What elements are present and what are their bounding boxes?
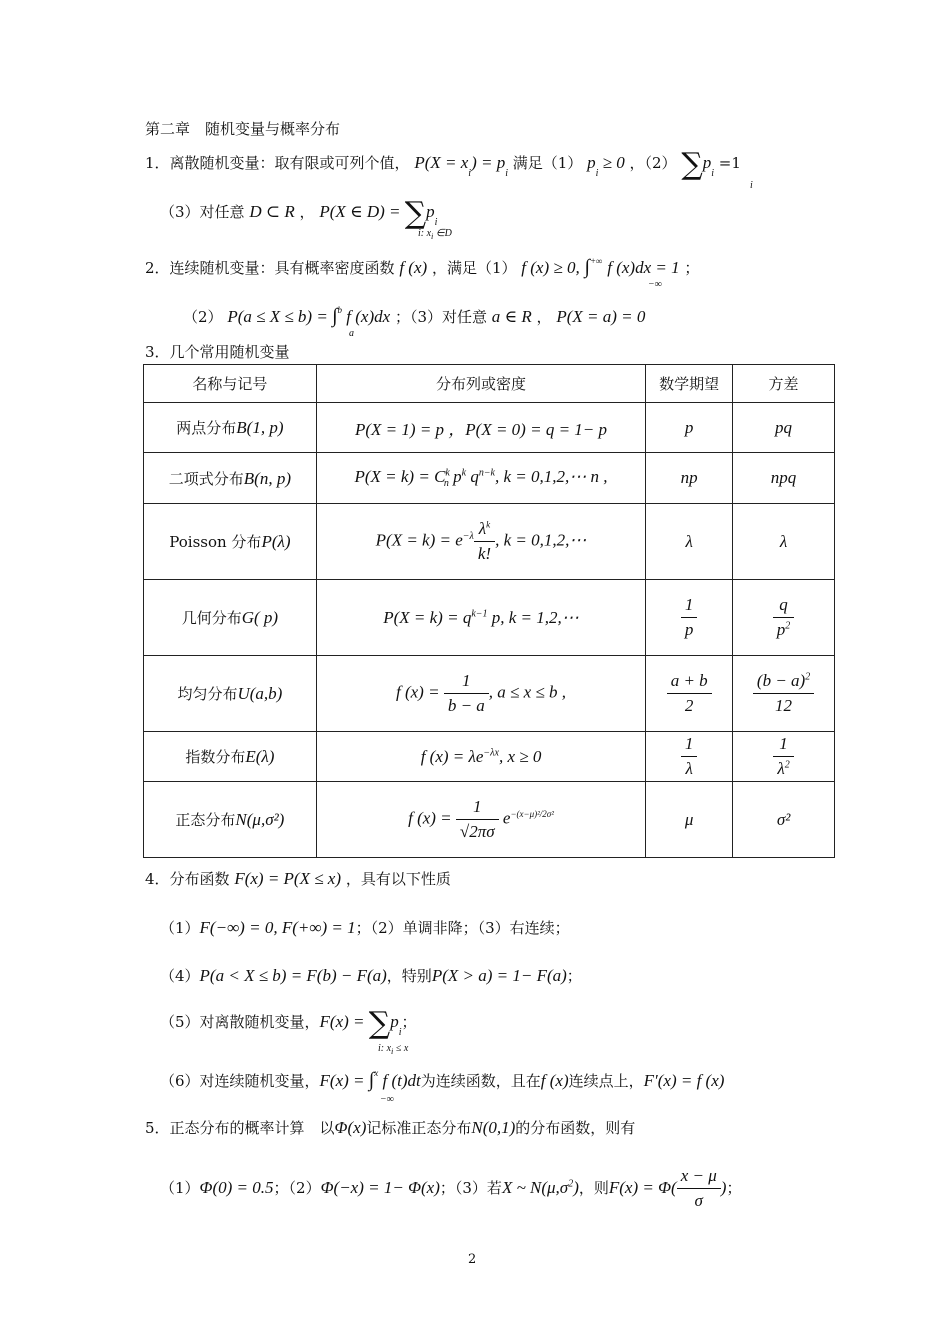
row-var: $\frac{q}{p^2}$: [733, 580, 835, 656]
row-name: 指数分布E(λ): [144, 732, 317, 782]
header-mean: 数学期望: [646, 365, 733, 403]
row-mean: p: [646, 403, 733, 453]
row-name: 二项式分布B(n, p): [144, 453, 317, 504]
section-1-line-1: 1．离散随机变量：取有限或可列个值， $P(X = x_i) = p_i$ 满足（1） $p_i \ge 0$ ，（2） $\sum p_i =1$: [145, 147, 741, 182]
s1-cond1: $p_i \ge 0$: [587, 153, 625, 179]
s5-f3: X ~ $N(\mu,\sigma^2)$: [501, 1177, 579, 1197]
distribution-table: [143, 364, 835, 858]
integral-lower-neg: −∞: [380, 1094, 394, 1105]
table-row: [144, 782, 835, 858]
s1-set: D ⊂ R: [249, 202, 295, 221]
section-2-line-1: 2．连续随机变量：具有概率密度函数 f (x) ，满足（1） f (x) ≥ 0, ∫+∞ f (x)dx = 1 ；: [145, 256, 700, 278]
section-3-label: 3．几个常用随机变量: [145, 343, 290, 361]
s1-label: 1．离散随机变量：取有限或可列个值，: [145, 154, 410, 172]
s2-line2-label: （2）: [183, 308, 223, 326]
table-row: [144, 403, 835, 453]
s4-tail: ，具有以下性质: [345, 870, 451, 888]
s2-end: ；: [684, 259, 700, 277]
section-5-line: 5．正态分布的概率计算 以Φ(x)记标准正态分布N(0,1)的分布函数，则有: [145, 1118, 636, 1137]
s2-cond1b: f (x)dx = 1: [607, 258, 680, 277]
sum-index: i: [750, 180, 753, 191]
s4-property-6: （6）对连续随机变量，F(x) = ∫$^x$ f (t)dt为连续函数，且在f (x)连续点上，F′(x) = f (x): [160, 1068, 725, 1091]
table-row: [144, 580, 835, 656]
row-name: 正态分布N(μ,σ²): [144, 782, 317, 858]
sum-symbol: ∑: [368, 1006, 391, 1041]
s4-p6-formula2: F′(x) = f (x): [643, 1071, 725, 1090]
s1-sum-sub: i: $x_i$ ∈D: [418, 228, 452, 241]
s2-integral: ∫: [584, 256, 590, 278]
s5-f4: F(x) = Φ( $\frac{x - \mu}{\sigma}$ ): [608, 1166, 727, 1211]
s2-fx: f (x): [399, 258, 428, 277]
s4-property-4: （4）P(a < X ≤ b) = F(b) − F(a)，特别P(X > a) = 1− F(a)；: [160, 966, 582, 985]
section-2-line-2: [183, 304, 645, 328]
s4-p6-formula: F(x) = ∫$^x$ f (t)dt: [319, 1068, 421, 1091]
table-row: [144, 732, 835, 782]
s5-f2: Φ(−x) = 1− Φ(x): [320, 1177, 440, 1197]
s4-sum-sub: i: $x_i \le x$: [378, 1043, 409, 1056]
s4-property-5: （5）对离散随机变量，$F(x) = \sum p_i$；: [160, 1006, 417, 1041]
s4-formula: F(x) = P(X ≤ x): [234, 869, 342, 888]
section-5-formulas: （1）Φ(0) = 0.5；（2）Φ(−x) = 1− Φ(x)；（3）若X ~ $N(\mu,\sigma^2)$，则F(x) = Φ( $\frac{x - \mu}{\sigma}$ )；: [160, 1166, 742, 1211]
s5-n01: N(0,1): [471, 1118, 516, 1137]
row-var: $\frac{(b - a)^2}{12}$: [733, 656, 835, 732]
s4-label: 4．分布函数: [145, 870, 230, 888]
integral-lower-a: a: [349, 328, 354, 339]
row-name: 均匀分布U(a,b): [144, 656, 317, 732]
row-mean: $\frac{a + b}{2}$: [646, 656, 733, 732]
s2-line2-tail: P(X = a) = 0: [556, 307, 646, 326]
s1-satisfy: 满足（1）: [512, 154, 583, 172]
table-row: [144, 504, 835, 580]
s1-cond2-label: ，（2）: [629, 154, 677, 172]
sum-symbol: ∑: [681, 147, 703, 182]
row-dist: f (x) = $\frac{1}{√2\pi\sigma}$ $e^{-(x-\mu)^2/2\sigma^2}$: [316, 782, 645, 858]
table-header-row: [144, 365, 835, 403]
s1-formula: $P(X = x_i) = p_i$: [414, 153, 508, 179]
section-4-line: [145, 869, 451, 889]
s1-sep: ，: [299, 203, 315, 221]
row-mean: $\frac{1}{\lambda}$: [646, 732, 733, 782]
row-var: $\frac{1}{\lambda^2}$: [733, 732, 835, 782]
sum-symbol: ∑: [404, 196, 427, 231]
row-dist: P(X = 1) = p ，P(X = 0) = q = 1− p: [316, 403, 645, 453]
row-dist: f (x) = $\frac{1}{b - a}$ , a ≤ x ≤ b ,: [316, 656, 645, 732]
section-1-line-2: （3）对任意 D ⊂ R ， P(X ∈ $D) = \sum p_i$: [160, 196, 438, 231]
s2-line2-mid: ；（3）对任意: [394, 308, 488, 326]
s4-p5-formula: F(x) =: [319, 1012, 369, 1031]
row-mean: μ: [646, 782, 733, 858]
header-var: 方差: [733, 365, 835, 403]
s4-property-1: （1）F(−∞) = 0, F(+∞) = 1；（2）单调非降；（3）右连续；: [160, 918, 570, 937]
row-name: Poisson 分布P(λ): [144, 504, 317, 580]
s2-line2-formula: P(a ≤ X ≤ b) = ∫$^b$ f (x)dx: [227, 305, 391, 327]
row-mean: np: [646, 453, 733, 504]
table-row: [144, 656, 835, 732]
s2-cond1: f (x) ≥ 0,: [521, 258, 580, 277]
row-dist: $P(X = k) = e^{-\lambda}$ $\frac{\lambda^k}{k!}$ , k = 0,1,2,⋯: [316, 504, 645, 580]
s2-sep: ，: [536, 308, 552, 326]
row-dist: $P(X = k) = C^k_n$ $p^k$ $q^{n-k}$, k = 0,1,2,⋯ n ,: [316, 453, 645, 504]
row-mean: λ: [646, 504, 733, 580]
s5-phi: Φ(x): [334, 1118, 367, 1137]
s2-label: 2．连续随机变量：具有概率密度函数: [145, 259, 395, 277]
page-number: 2: [468, 1252, 477, 1267]
row-mean: $\frac{1}{p}$: [646, 580, 733, 656]
row-dist: $P(X = k) = q^{k-1}$ p, k = 1,2,⋯: [316, 580, 645, 656]
row-var: λ: [733, 504, 835, 580]
s2-satisfy: ，满足（1）: [431, 259, 517, 277]
s1-line2-formula: P(X ∈ D) =: [319, 202, 405, 221]
s4-p1-formula: F(−∞) = 0, F(+∞) = 1: [199, 918, 356, 937]
row-name: 几何分布G( p): [144, 580, 317, 656]
header-name: 名称与记号: [144, 365, 317, 403]
row-dist: f $(x) = \lambda e^{-\lambda x}$, x ≥ 0: [316, 732, 645, 782]
header-dist: 分布列或密度: [316, 365, 645, 403]
s2-set: a ∈ R: [491, 307, 532, 326]
integral-lower: −∞: [648, 279, 662, 290]
row-var: σ²: [733, 782, 835, 858]
row-var: pq: [733, 403, 835, 453]
row-name: 两点分布B(1, p): [144, 403, 317, 453]
s4-p4-formula2: P(X > a) = 1− F(a): [431, 966, 567, 985]
row-var: npq: [733, 453, 835, 504]
s1-line2-label: （3）对任意: [160, 203, 245, 221]
s4-p4-formula: P(a < X ≤ b) = F(b) − F(a): [199, 966, 387, 985]
chapter-title: 第二章 随机变量与概率分布: [145, 120, 341, 138]
s5-f1: Φ(0) = 0.5: [199, 1177, 274, 1197]
table-row: [144, 453, 835, 504]
